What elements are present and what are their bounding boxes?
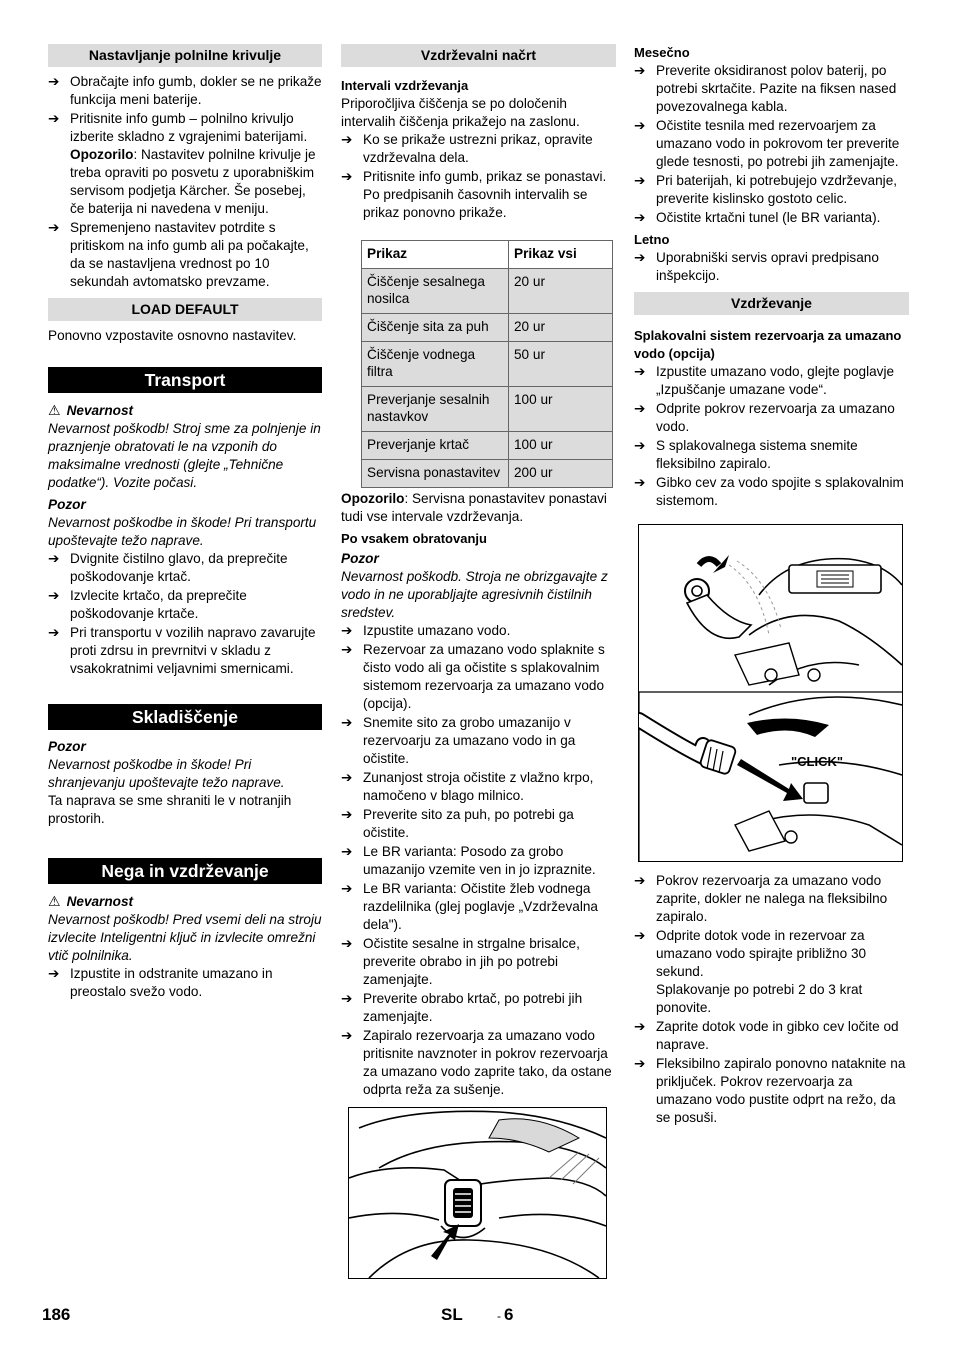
- arrow-right-icon: ➔: [634, 173, 646, 188]
- list-item: ➔ Fleksibilno zapiralo ponovno nataknite na priključek. Pokrov rezervoarja za umazano vodo pustite odprt na režo, da se posuši.: [634, 1056, 906, 1125]
- intervals-heading: Intervali vzdrževanja: [341, 78, 469, 93]
- tank-lid-latch-illustration: [348, 1107, 607, 1279]
- table-row: [362, 314, 613, 342]
- table-cell: Servisna ponastavitev: [362, 460, 509, 488]
- arrow-right-icon: ➔: [48, 74, 60, 89]
- section-heading-maintenance: Vzdrževanje: [634, 292, 909, 315]
- monthly-heading: Mesečno: [634, 45, 690, 60]
- arrow-right-icon: ➔: [341, 642, 353, 657]
- arrow-right-icon: ➔: [341, 623, 353, 638]
- monthly-steps: [634, 62, 909, 227]
- list-item: ➔ Očistite sesalne in strgalne brisalce, preverite obrabo in jih po potrebi zamenjajte.: [341, 936, 580, 987]
- interval-steps: [341, 131, 616, 222]
- list-item: ➔ Očistite krtačni tunel (le BR varianta).: [634, 210, 881, 225]
- column-middle: [341, 44, 616, 1279]
- flush-hose-illustration: [638, 524, 903, 862]
- arrow-right-icon: ➔: [634, 250, 646, 265]
- arrow-right-icon: ➔: [634, 401, 646, 416]
- list-item: ➔ Pritisnite info gumb, prikaz se ponastavi. Po predpisanih časovnih intervalih se prikaz ponovno prikaže.: [341, 169, 607, 220]
- table-row: [362, 460, 613, 488]
- repeat-note: Splakovanje po potrebi 2 do 3 krat ponovite.: [656, 982, 863, 1015]
- page-number: 186: [42, 1305, 71, 1324]
- note-label: Opozorilo: [70, 147, 134, 162]
- danger-text: Nevarnost poškodb! Stroj sme za polnjenje in praznjenje obratovati le na vzponih do maksimalne vrednosti (glejte „Tehnične podatke“). Vozite počasi.: [48, 421, 321, 490]
- after-operation-heading: Po vsakem obratovanju: [341, 531, 487, 546]
- charge-curve-steps: [48, 73, 322, 291]
- list-item: ➔ Zapiralo rezervoarja za umazano vodo pritisnite navznoter in pokrov rezervoarja za umazano vodo zaprite tako, da ostane odprta reža za sušenje.: [341, 1028, 612, 1097]
- arrow-right-icon: ➔: [48, 588, 60, 603]
- arrow-right-icon: ➔: [634, 364, 646, 379]
- chapter-heading-transport: Transport: [48, 367, 322, 393]
- post-flush-steps: [634, 872, 909, 1127]
- caution-text: Nevarnost poškodbe in škode! Pri transportu upoštevajte težo naprave.: [48, 515, 317, 548]
- list-item: ➔ S splakovalnega sistema snemite fleksibilno zapiralo.: [634, 438, 858, 471]
- list-item: ➔ Izpustite in odstranite umazano in preostalo svežo vodo.: [48, 966, 273, 999]
- column-right: [634, 44, 909, 1128]
- arrow-right-icon: ➔: [341, 807, 353, 822]
- care-steps: [48, 965, 322, 1001]
- yearly-steps: [634, 249, 909, 285]
- maintenance-interval-table: [361, 240, 613, 488]
- table-cell: 100 ur: [509, 432, 613, 460]
- list-item: ➔ Obračajte info gumb, dokler se ne prikaže funkcija meni baterije.: [48, 74, 322, 107]
- caution-label: Pozor: [341, 551, 379, 566]
- table-row: [362, 269, 613, 314]
- column-left: [48, 44, 322, 1002]
- arrow-right-icon: ➔: [634, 118, 646, 133]
- caution-label: Pozor: [48, 739, 86, 754]
- arrow-right-icon: ➔: [634, 475, 646, 490]
- list-item: ➔ Gibko cev za vodo spojite s splakovalnim sistemom.: [634, 475, 904, 508]
- list-item: ➔ Preverite oksidiranost polov baterij, po potrebi skrtačite. Pazite na fiksen nased povezovalnega kabla.: [634, 63, 897, 114]
- table-cell: 20 ur: [509, 314, 613, 342]
- table-header-row: [362, 241, 613, 269]
- table-cell: 200 ur: [509, 460, 613, 488]
- table-cell: Preverjanje sesalnih nastavkov: [362, 387, 509, 432]
- list-item: ➔ Uporabniški servis opravi predpisano inšpekcijo.: [634, 250, 879, 283]
- list-item: ➔ Rezervoar za umazano vodo splaknite s čisto vodo ali ga očistite s splakovalnim sistemom rezervoarja za umazano vodo (opcija).: [341, 642, 605, 711]
- yearly-heading: Letno: [634, 232, 670, 247]
- list-item: ➔ Snemite sito za grobo umazanijo v rezervoarju za umazano vodo in ga očistite.: [341, 715, 576, 766]
- table-row: [362, 387, 613, 432]
- warning-triangle-icon: ⚠: [48, 402, 61, 418]
- arrow-right-icon: ➔: [341, 132, 353, 147]
- service-reset-note: Opozorilo: Servisna ponastavitev ponastavi tudi vse intervale vzdrževanja.: [341, 491, 607, 524]
- table-cell: Čiščenje sesalnega nosilca: [362, 269, 509, 314]
- language-code: SL: [441, 1305, 463, 1324]
- list-item: ➔ Zaprite dotok vode in gibko cev ločite od naprave.: [634, 1019, 899, 1052]
- caution-label: Pozor: [48, 497, 86, 512]
- arrow-right-icon: ➔: [341, 169, 353, 184]
- arrow-right-icon: ➔: [341, 936, 353, 951]
- arrow-right-icon: ➔: [48, 111, 60, 126]
- table-cell: Čiščenje sita za puh: [362, 314, 509, 342]
- list-item: ➔ Zunanjost stroja očistite z vlažno krpo, namočeno v blago milnico.: [341, 770, 594, 803]
- flush-system-heading: Splakovalni sistem rezervoarja za umazano vodo (opcija): [634, 328, 902, 361]
- arrow-right-icon: ➔: [341, 1028, 353, 1043]
- arrow-right-icon: ➔: [48, 625, 60, 640]
- danger-label: ⚠ Nevarnost: [48, 893, 134, 909]
- danger-label: ⚠ Nevarnost: [48, 402, 134, 418]
- table-cell: 100 ur: [509, 387, 613, 432]
- arrow-right-icon: ➔: [634, 210, 646, 225]
- list-item: ➔ Pri baterijah, ki potrebujejo vzdrževanje, preverite kislinsko gostoto celic.: [634, 173, 898, 206]
- arrow-right-icon: ➔: [634, 438, 646, 453]
- arrow-right-icon: ➔: [48, 966, 60, 981]
- arrow-right-icon: ➔: [634, 928, 646, 943]
- flush-hose-drawing: [639, 525, 902, 861]
- arrow-right-icon: ➔: [634, 873, 646, 888]
- table-cell: Čiščenje vodnega filtra: [362, 342, 509, 387]
- list-item: ➔ Le BR varianta: Očistite žleb vodnega razdelilnika (glej poglavje „Vzdrževalna dela").: [341, 881, 598, 932]
- danger-text: Nevarnost poškodb! Pred vsemi deli na stroju izvlecite Inteligentni ključ in izvlecite omrežni vtič polnilnika.: [48, 912, 322, 963]
- arrow-right-icon: ➔: [341, 715, 353, 730]
- list-item: ➔ Očistite tesnila med rezervoarjem za umazano vodo in pokrovom ter preverite glede tesnosti, po potrebi jih zamenjajte.: [634, 118, 900, 169]
- arrow-right-icon: ➔: [48, 220, 60, 235]
- chapter-heading-care: Nega in vzdrževanje: [48, 858, 322, 884]
- tank-lid-latch-drawing: [349, 1108, 606, 1278]
- arrow-right-icon: ➔: [341, 770, 353, 785]
- load-default-text: Ponovno vzpostavite osnovno nastavitev.: [48, 328, 297, 343]
- list-item: ➔ Pokrov rezervoarja za umazano vodo zaprite, dokler ne nalega na fleksibilno zapiralo.: [634, 873, 888, 924]
- column-header-interval: Prikaz vsi: [509, 241, 613, 269]
- note-label: Opozorilo: [341, 491, 405, 506]
- arrow-right-icon: ➔: [634, 63, 646, 78]
- table-cell: 20 ur: [509, 269, 613, 314]
- list-item: ➔ Pri transportu v vozilih napravo zavarujte proti zdrsu in prevrnitvi v skladu z vsakokratnimi veljavnimi smernicami.: [48, 625, 316, 676]
- section-heading-charge-curve: Nastavljanje polnilne krivulje: [48, 44, 322, 67]
- flush-steps: [634, 363, 909, 510]
- arrow-right-icon: ➔: [634, 1019, 646, 1034]
- arrow-right-icon: ➔: [341, 991, 353, 1006]
- sub-page-number: - 6: [497, 1305, 514, 1324]
- table-cell: 50 ur: [509, 342, 613, 387]
- table-row: [362, 342, 613, 387]
- caution-text: Nevarnost poškodb. Stroja ne obrizgavajte z vodo in ne uporabljajte agresivnih čistilnih sredstev.: [341, 569, 608, 620]
- arrow-right-icon: ➔: [48, 551, 60, 566]
- list-item: ➔ Ko se prikaže ustrezni prikaz, opravite vzdrževalna dela.: [341, 132, 593, 165]
- section-heading-maintenance-plan: Vzdrževalni načrt: [341, 44, 616, 67]
- after-operation-steps: [341, 622, 616, 1099]
- list-item: ➔ Odprite pokrov rezervoarja za umazano vodo.: [634, 401, 895, 434]
- column-header-display: Prikaz: [362, 241, 509, 269]
- dash: -: [497, 1309, 501, 1323]
- list-item: ➔ Odprite dotok vode in rezervoar za umazano vodo spirajte približno 30 sekund. Splakovanje po potrebi 2 do 3 krat ponovite.: [634, 928, 867, 1015]
- section-heading-load-default: LOAD DEFAULT: [48, 298, 322, 321]
- intervals-text: Priporočljiva čiščenja se po določenih intervalih čiščenja prikažejo na zaslonu.: [341, 96, 580, 129]
- list-item: ➔ Izvlecite krtačo, da preprečite poškodovanje krtače.: [48, 588, 247, 621]
- list-item: ➔ Dvignite čistilno glavo, da preprečite poškodovanje krtač.: [48, 551, 288, 584]
- table-row: [362, 432, 613, 460]
- transport-steps: [48, 550, 322, 678]
- storage-text: Ta naprava se sme shraniti le v notranjih prostorih.: [48, 793, 292, 826]
- warning-triangle-icon: ⚠: [48, 893, 61, 909]
- click-label: "CLICK": [791, 754, 844, 769]
- list-item: ➔ Preverite obrabo krtač, po potrebi jih zamenjajte.: [341, 991, 583, 1024]
- arrow-right-icon: ➔: [341, 844, 353, 859]
- table-cell: Preverjanje krtač: [362, 432, 509, 460]
- arrow-right-icon: ➔: [341, 881, 353, 896]
- list-item: ➔ Pritisnite info gumb – polnilno krivuljo izberite skladno z vgrajenimi baterijami. Opozorilo: Nastavitev polnilne krivulje je treba opraviti po posvetu z uporabniškim servisom podjetja Kärcher. Še posebej, če baterija ni navedena v meniju.: [48, 111, 316, 216]
- list-item: ➔ Le BR varianta: Posodo za grobo umazanijo vzemite ven in jo izpraznite.: [341, 844, 596, 877]
- arrow-right-icon: ➔: [634, 1056, 646, 1071]
- chapter-heading-storage: Skladiščenje: [48, 704, 322, 730]
- list-item: ➔ Izpustite umazano vodo.: [341, 623, 511, 638]
- list-item: ➔ Izpustite umazano vodo, glejte poglavje „Izpuščanje umazane vode“.: [634, 364, 895, 397]
- list-item: ➔ Preverite sito za puh, po potrebi ga očistite.: [341, 807, 574, 840]
- list-item: ➔ Spremenjeno nastavitev potrdite s pritiskom na info gumb ali pa počakajte, da se nastavljena vrednost po 10 sekundah avtomatsko prevzame.: [48, 220, 309, 289]
- caution-text: Nevarnost poškodbe in škode! Pri shranjevanju upoštevajte težo naprave.: [48, 757, 285, 790]
